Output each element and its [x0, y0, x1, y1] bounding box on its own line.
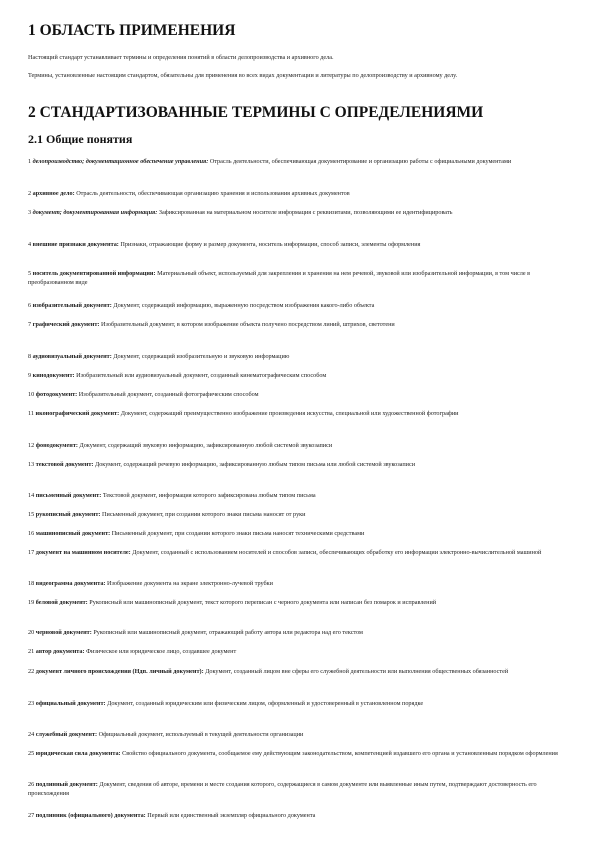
section-1-paragraph-1: Настоящий стандарт устанавливает термины и определения понятий в области делопроизводства и архивного дела. [28, 54, 334, 61]
term-definition: Материальный объект, используемый для закрепления и хранения на нем речевой, звуковой или изобразительной информации, в том числе в преобразованном виде [28, 270, 531, 286]
term-number: 22 [28, 668, 35, 675]
term-entry [28, 648, 564, 657]
term-entry [28, 321, 564, 330]
term-number: 19 [28, 599, 35, 606]
term-number: 7 [28, 321, 32, 328]
term-entry [28, 410, 564, 419]
term-name: черновой документ: [35, 629, 92, 636]
term-entry [28, 812, 564, 821]
term-entry [28, 700, 564, 709]
term-entry [28, 302, 564, 311]
term-name: документ личного происхождения (Ндп. личный документ): [35, 668, 204, 675]
term-number: 4 [28, 241, 32, 248]
term-definition: Изобразительный или аудиовизуальный документ, созданный кинематографическим способом [76, 372, 327, 379]
term-name: юридическая сила документа: [35, 750, 121, 757]
term-entry [28, 158, 564, 167]
term-definition: Изобразительный документ, в котором изображение объекта получено посредством линий, штрихов, светотени [101, 321, 395, 328]
section-2-1-subheading: 2.1 Общие понятия [28, 132, 133, 146]
term-entry [28, 599, 564, 608]
term-number: 21 [28, 648, 35, 655]
term-number: 12 [28, 442, 35, 449]
term-name: аудиовизуальный документ: [32, 353, 112, 360]
term-number: 3 [28, 209, 32, 216]
term-number: 15 [28, 511, 35, 518]
term-number: 11 [28, 410, 34, 417]
term-number: 9 [28, 372, 32, 379]
term-name: письменный документ: [35, 492, 102, 499]
term-number: 1 [28, 158, 32, 165]
term-definition: Изобразительный документ, созданный фотографическим способом [78, 391, 259, 398]
term-definition: Документ, содержащий преимущественно изображение произведения искусства, специальной или художественной фотографии [120, 410, 459, 417]
term-definition: Документ, созданный лицом вне сферы его служебной деятельности или выполнения общественных обязанностей [205, 668, 509, 675]
section-2-heading: 2 СТАНДАРТИЗОВАННЫЕ ТЕРМИНЫ С ОПРЕДЕЛЕНИЯМИ [28, 104, 484, 121]
term-definition: Отрасль деятельности, обеспечивающая организацию хранения и использования архивных документов [76, 190, 350, 197]
term-entry [28, 270, 564, 287]
term-entry [28, 353, 564, 362]
term-definition: Документ, созданный юридическим или физическим лицом, оформленный и удостоверенный в установленном порядке [107, 700, 424, 707]
term-name: внешние признаки документа: [32, 241, 119, 248]
term-definition: Рукописный или машинописный документ, текст которого переписан с черного документа или написан без помарок и исправлений [89, 599, 437, 606]
term-entry [28, 372, 564, 381]
term-definition: Письменный документ, при создании которого знаки письма наносят от руки [102, 511, 306, 518]
term-name: текстовой документ: [35, 461, 94, 468]
term-definition: Свойство официального документа, сообщаемое ему действующим законодательством, компетенцией издавшего его органа и установленным порядком оформления [122, 750, 558, 757]
term-definition: Зафиксированная на материальном носителе информация с реквизитами, позволяющими ее идентифицировать [158, 209, 453, 216]
term-definition: Текстовой документ, информация которого зафиксирована любым типом письма [102, 492, 316, 499]
term-entry [28, 241, 564, 250]
term-name: графический документ: [32, 321, 100, 328]
term-entry [28, 530, 564, 539]
term-entry [28, 442, 564, 451]
term-entry [28, 492, 564, 501]
term-number: 17 [28, 549, 35, 556]
term-name: служебный документ: [35, 731, 98, 738]
term-definition: Документ, содержащий изобразительную и звуковую информацию [113, 353, 290, 360]
term-name: подлинный документ: [35, 781, 98, 788]
term-entry [28, 209, 564, 218]
term-entry [28, 461, 564, 470]
term-number: 6 [28, 302, 32, 309]
term-entry [28, 781, 564, 798]
term-definition: Отрасль деятельности, обеспечивающая документирование и организацию работы с официальными документами [209, 158, 512, 165]
term-definition: Рукописный или машинописный документ, отражающий работу автора или редактора над его текстом [93, 629, 363, 636]
term-definition: Документ, сведения об авторе, времени и месте создания которого, содержащиеся в самом документе или выявленные иным путем, подтверждают достоверность его происхождения [28, 781, 537, 797]
term-name: беловой документ: [35, 599, 88, 606]
term-entry [28, 750, 564, 759]
section-1-heading: 1 ОБЛАСТЬ ПРИМЕНЕНИЯ [28, 22, 236, 39]
term-name: фотодокумент: [35, 391, 78, 398]
term-number: 2 [28, 190, 32, 197]
term-entry [28, 668, 564, 677]
term-name: изобразительный документ: [32, 302, 112, 309]
term-definition: Признаки, отражающие форму и размер документа, носитель информации, способ записи, элементы оформления [120, 241, 421, 248]
term-name: рукописный документ: [35, 511, 101, 518]
term-number: 16 [28, 530, 35, 537]
term-entry [28, 580, 564, 589]
term-name: машинописный документ: [35, 530, 111, 537]
term-name: документ; документированная информация: [32, 209, 158, 216]
term-number: 26 [28, 781, 35, 788]
term-name: фонодокумент: [35, 442, 78, 449]
term-name: делопроизводство; документационное обеспечение управления: [32, 158, 209, 165]
term-definition: Первый или единственный экземпляр официального документа [147, 812, 316, 819]
term-number: 20 [28, 629, 35, 636]
term-number: 23 [28, 700, 35, 707]
term-definition: Физическое или юридическое лицо, создавшее документ [86, 648, 237, 655]
term-definition: Документ, содержащий речевую информацию, зафиксированную любым типом письма или любой системой звукозаписи [94, 461, 416, 468]
term-entry [28, 391, 564, 400]
term-name: видеограмма документа: [35, 580, 106, 587]
term-number: 5 [28, 270, 32, 277]
term-number: 25 [28, 750, 35, 757]
term-definition: Официальный документ, используемый в текущей деятельности организации [98, 731, 304, 738]
term-entry [28, 731, 564, 740]
term-number: 10 [28, 391, 35, 398]
term-name: архивное дело: [32, 190, 75, 197]
term-number: 8 [28, 353, 32, 360]
term-definition: Изображение документа на экране электронно-лучевой трубки [107, 580, 273, 587]
term-name: официальный документ: [35, 700, 106, 707]
term-number: 24 [28, 731, 35, 738]
term-entry [28, 190, 564, 199]
term-number: 14 [28, 492, 35, 499]
term-name: подлинник (официального) документа: [35, 812, 146, 819]
term-entry [28, 511, 564, 520]
term-number: 13 [28, 461, 35, 468]
term-number: 18 [28, 580, 35, 587]
term-definition: Письменный документ, при создании которого знаки письма наносят техническими средствами [111, 530, 365, 537]
term-definition: Документ, созданный с использованием носителей и способов записи, обеспечивающих обработку его информации электронно-вычислительной машиной [132, 549, 542, 556]
term-name: документ на машинном носителе: [35, 549, 131, 556]
term-definition: Документ, содержащий информацию, выраженную посредством изображения какого-либо объекта [113, 302, 375, 309]
term-number: 27 [28, 812, 35, 819]
term-name: автор документа: [35, 648, 85, 655]
term-name: кинодокумент: [32, 372, 75, 379]
term-definition: Документ, содержащий звуковую информацию, зафиксированную любой системой звукозаписи [79, 442, 333, 449]
term-name: носитель документированной информации: [32, 270, 156, 277]
term-entry [28, 549, 564, 558]
section-1-paragraph-2: Термины, установленные настоящим стандартом, обязательны для применения во всех видах документации и литературы по делопроизводству и архивному делу. [28, 72, 458, 79]
term-name: иконографический документ: [35, 410, 120, 417]
term-entry [28, 629, 564, 638]
